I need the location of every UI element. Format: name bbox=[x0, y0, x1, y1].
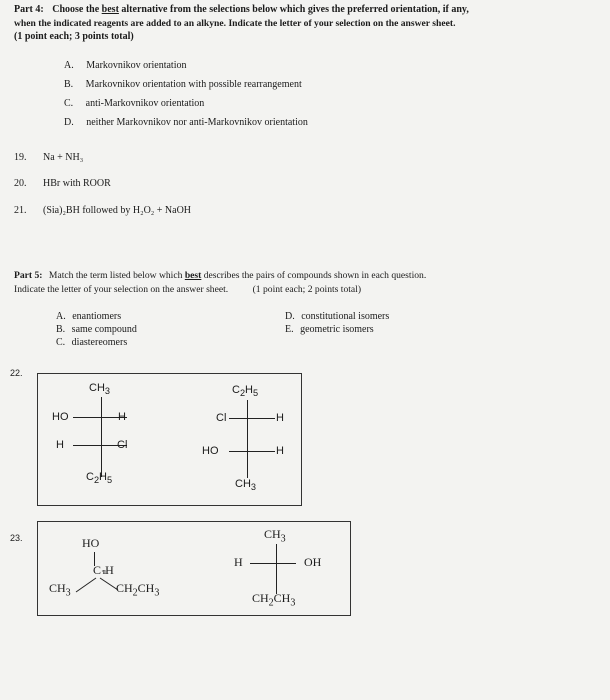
part5-header-line1: Part 5: Match the term listed below which best describes the pairs of compounds shown in each question. bbox=[14, 270, 427, 281]
q22-left-sub1-right: H bbox=[118, 411, 126, 423]
q22-right-bottom: $CH_3$ bbox=[235, 478, 256, 493]
q23-left-carbon: C·ııH bbox=[93, 563, 114, 577]
part5-option-d: D. constitutional isomers bbox=[285, 311, 390, 322]
part4-option-b: B. Markovnikov orientation with possible rearrangement bbox=[64, 79, 302, 90]
q22-left-vertical-bond bbox=[101, 397, 102, 477]
q22-right-sub1-left: Cl bbox=[216, 412, 227, 424]
q23-left-ch2ch3: $CH_2CH_3$ bbox=[116, 581, 160, 599]
q22-left-sub2-left: H bbox=[56, 439, 64, 451]
q22-right-sub2-left: HO bbox=[202, 445, 219, 457]
question-21: 21. (Sia)₂BH followed by H₂O₂ + NaOH bbox=[14, 205, 192, 216]
q22-right-horizontal-bond-2 bbox=[229, 451, 275, 452]
part5-option-a: A. enantiomers bbox=[56, 311, 122, 322]
q23-left-ho: HO bbox=[82, 536, 100, 550]
question-22-box bbox=[37, 373, 302, 506]
q22-right-sub2-right: H bbox=[276, 445, 284, 457]
part4-header-line2: when the indicated reagents are added to an alkyne. Indicate the letter of your selection on the answer sheet. bbox=[14, 18, 456, 29]
part5-option-b: B. same compound bbox=[56, 324, 137, 335]
part4-option-a: A. Markovnikov orientation bbox=[64, 60, 187, 71]
question-22-number: 22. bbox=[10, 368, 23, 378]
part4-option-d: D. neither Markovnikov nor anti-Markovnikov orientation bbox=[64, 117, 308, 128]
q23-right-h: H bbox=[234, 555, 243, 569]
q22-right-top: $C_2H_5$ bbox=[232, 384, 259, 399]
q23-right-oh: OH bbox=[304, 555, 322, 569]
q22-left-top: $CH_3$ bbox=[89, 382, 110, 397]
q22-left-sub1-left: HO bbox=[52, 411, 69, 423]
part5-option-e: E. geometric isomers bbox=[285, 324, 374, 335]
q23-right-top: $CH_3$ bbox=[264, 527, 286, 545]
part4-header-line1: Part 4: Choose the best alternative from the selections below which gives the preferred orientation, if any, bbox=[14, 4, 469, 15]
part4-points: (1 point each; 3 points total) bbox=[14, 31, 134, 42]
question-19: 19. Na + NH₃ bbox=[14, 152, 84, 163]
q22-left-sub2-right: Cl bbox=[117, 439, 128, 451]
question-23-number: 23. bbox=[10, 533, 23, 543]
question-20: 20. HBr with ROOR bbox=[14, 178, 111, 189]
q23-right-vertical-bond bbox=[276, 544, 277, 594]
part5-header-line2: Indicate the letter of your selection on the answer sheet. (1 point each; 2 points total) bbox=[14, 284, 362, 295]
q23-right-horizontal-bond bbox=[250, 563, 296, 564]
part4-option-c: C. anti-Markovnikov orientation bbox=[64, 98, 205, 109]
q23-right-bottom: $CH_2CH_3$ bbox=[252, 591, 296, 609]
q22-right-vertical-bond bbox=[247, 400, 248, 478]
part5-option-c: C. diastereomers bbox=[56, 337, 128, 348]
q22-left-bottom: $C_2H_5$ bbox=[86, 471, 113, 486]
question-23-box bbox=[37, 521, 351, 616]
q22-right-sub1-right: H bbox=[276, 412, 284, 424]
q22-right-horizontal-bond-1 bbox=[229, 418, 275, 419]
q23-left-ch3: $CH_3$ bbox=[49, 581, 71, 599]
